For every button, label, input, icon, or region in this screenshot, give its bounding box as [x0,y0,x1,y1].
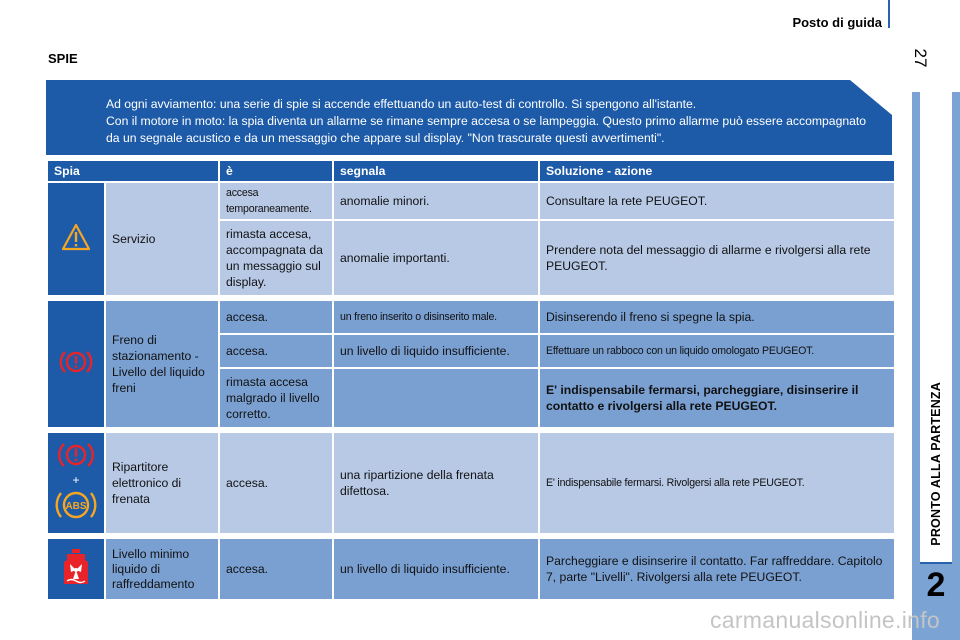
page-number: 27 [911,48,930,68]
sidebar-divider [920,562,952,564]
intro-text [106,96,876,147]
light-name: Servizio [106,183,218,295]
solution-cell: Effettuare un rabboco con un liquido omologato PEUGEOT. [540,335,894,367]
header-spia: Spia [48,161,218,181]
light-name: Freno di stazionamento - Livello del liquido freni [106,301,218,427]
brake-warning-icon [48,301,104,427]
table-row [48,539,894,599]
solution-cell: Parcheggiare e disinserire il contatto. Far raffreddare. Capitolo 7, parte "Livelli". Rivolgersi alla rete PEUGEOT. [540,539,894,599]
state-cell: accesa temporaneamente. [220,183,332,219]
light-name: Livello minimo liquido di raffreddamento [106,539,218,599]
intro-line-2: Con il motore in moto: la spia diventa un allarme se rimane sempre accesa o se lampeggia. Questo primo allarme può essere accompagnato da un segnale acustico e da un messaggio che appare sul display. "Non trascurate questi avvertimenti". [106,114,867,145]
state-cell: rimasta accesa malgrado il livello corretto. [220,369,332,427]
intro-line-1: Ad ogni avviamento: una serie di spie si accende effettuando un auto-test di controllo. Si spengono all'istante. [106,97,697,111]
signals-cell: un livello di liquido insufficiente. [334,335,538,367]
header-state: è [220,161,332,181]
state-cell: accesa. [220,539,332,599]
signals-cell: anomalie importanti. [334,221,538,295]
solution-cell: Prendere nota del messaggio di allarme e rivolgersi alla rete PEUGEOT. [540,221,894,295]
table-row [48,183,894,219]
table-row [48,433,894,533]
solution-cell: E' indispensabile fermarsi, parcheggiare, disinserire il contatto e rivolgersi alla rete PEUGEOT. [540,369,894,427]
state-cell: accesa. [220,433,332,533]
plus-sign: + [72,473,80,487]
page-header-title: Posto di guida [792,15,882,30]
state-cell: rimasta accesa, accompagnata da un messaggio sul display. [220,221,332,295]
warning-triangle-icon [48,183,104,295]
abs-label: ABS [65,501,87,512]
signals-cell: un livello di liquido insufficiente. [334,539,538,599]
header-divider [888,0,890,28]
brake-abs-icon [48,433,104,533]
signals-cell: un freno inserito o disinserito male. [334,301,538,333]
warning-lights-table [46,159,896,601]
solution-cell: Consultare la rete PEUGEOT. [540,183,894,219]
state-cell: accesa. [220,301,332,333]
state-cell: accesa. [220,335,332,367]
signals-cell [334,369,538,427]
table-header-row [48,161,894,181]
table-row [48,301,894,333]
sidebar-label-box [920,92,952,562]
header-signals: segnala [334,161,538,181]
sidebar-label: PRONTO ALLA PARTENZA [929,382,943,546]
light-name: Ripartitore elettronico di frenata [106,433,218,533]
header-solution: Soluzione - azione [540,161,894,181]
signals-cell: anomalie minori. [334,183,538,219]
solution-cell: Disinserendo il freno si spegne la spia. [540,301,894,333]
chapter-number: 2 [926,566,946,604]
signals-cell: una ripartizione della frenata difettosa. [334,433,538,533]
solution-cell: E' indispensabile fermarsi. Rivolgersi alla rete PEUGEOT. [540,433,894,533]
coolant-level-icon [48,539,104,599]
chapter-sidebar [912,92,960,640]
section-title: SPIE [48,51,78,66]
watermark: carmanualsonline.info [709,607,940,633]
